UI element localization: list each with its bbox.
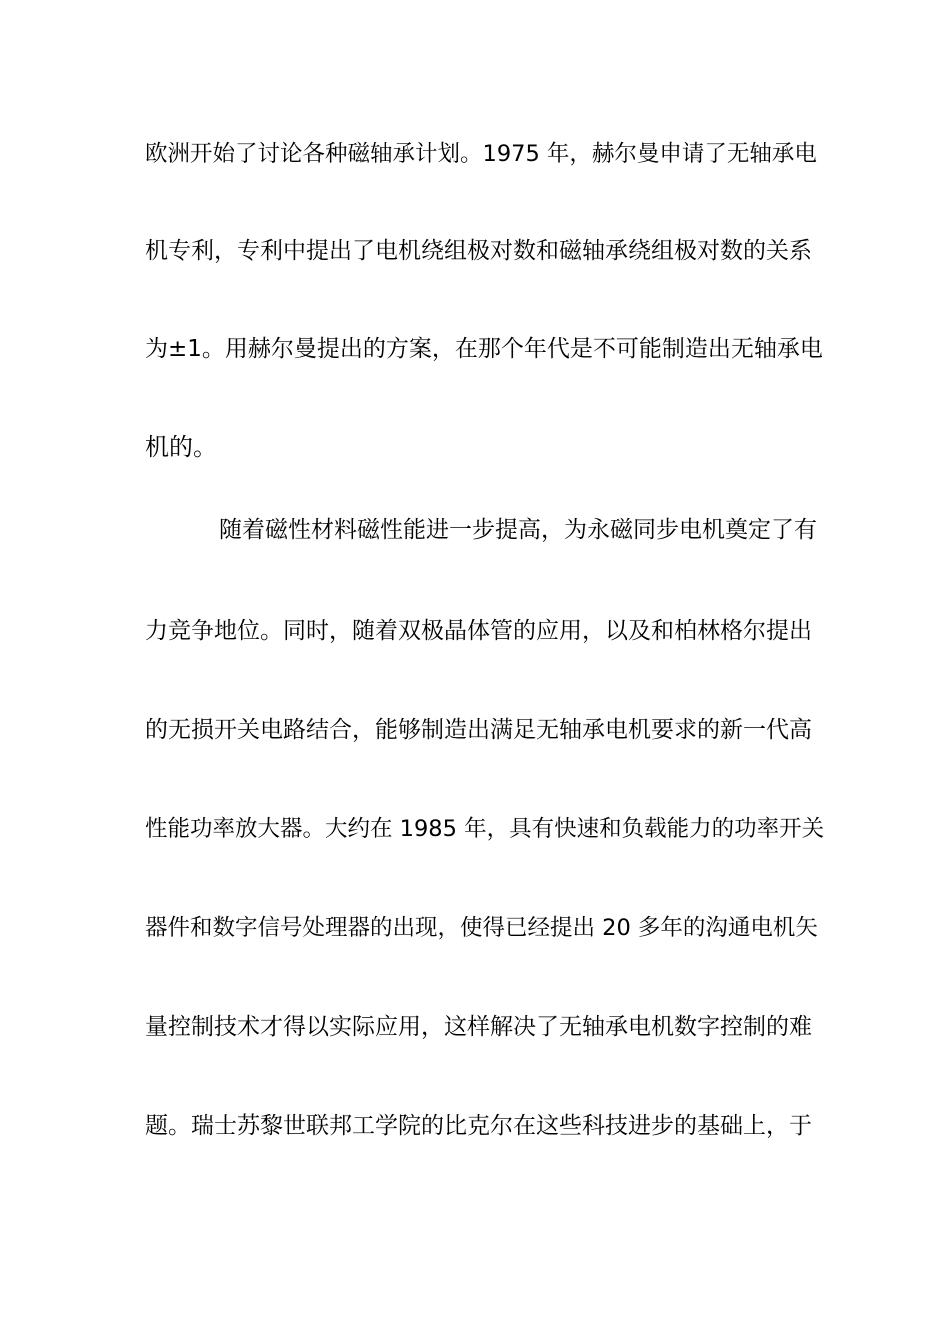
text-line: 欧洲开始了讨论各种磁轴承计划。1975 年，赫尔曼申请了无轴承电 bbox=[145, 141, 817, 167]
text-line-indented: 随着磁性材料磁性能进一步提高，为永磁同步电机奠定了有 bbox=[219, 517, 817, 543]
text-line: 的无损开关电路结合，能够制造出满足无轴承电机要求的新一代高 bbox=[145, 717, 812, 743]
text-line: 机专利，专利中提出了电机绕组极对数和磁轴承绕组极对数的关系 bbox=[145, 238, 812, 264]
text-line: 器件和数字信号处理器的出现，使得已经提出 20 多年的沟通电机矢 bbox=[145, 915, 818, 941]
text-line: 题。瑞士苏黎世联邦工学院的比克尔在这些科技进步的基础上，于 bbox=[145, 1113, 812, 1139]
text-line: 量控制技术才得以实际应用，这样解决了无轴承电机数字控制的难 bbox=[145, 1014, 812, 1040]
text-line: 机的。 bbox=[145, 433, 217, 461]
text-line: 性能功率放大器。大约在 1985 年，具有快速和负载能力的功率开关 bbox=[145, 816, 825, 842]
text-line: 力竞争地位。同时，随着双极晶体管的应用，以及和柏林格尔提出 bbox=[145, 618, 812, 644]
text-line: 为±1。用赫尔曼提出的方案，在那个年代是不可能制造出无轴承电 bbox=[145, 336, 823, 362]
